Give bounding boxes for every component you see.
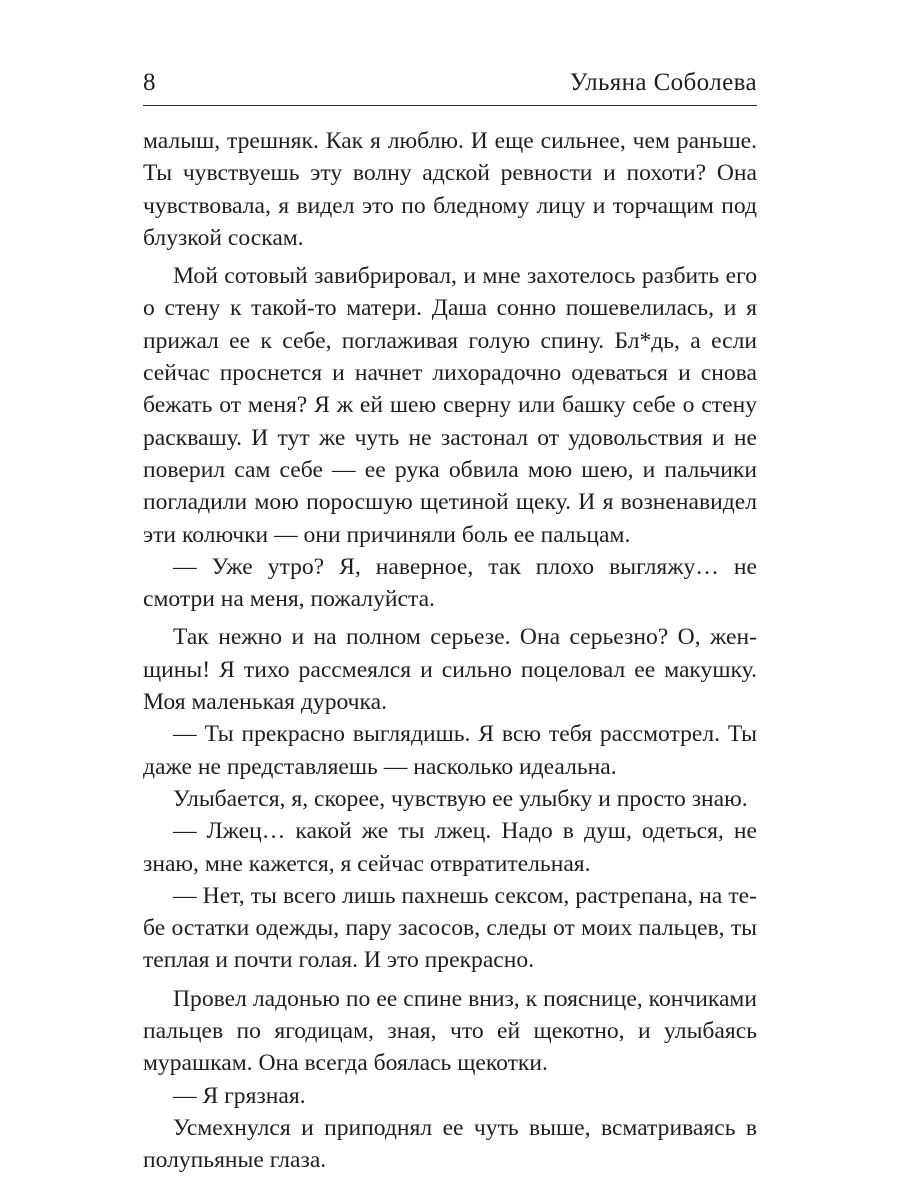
- paragraph: Провел ладонью по ее спине вниз, к пояснице, кончиками пальцев по ягодицам, зная, что ей щекотно, и улыбаясь мурашкам. Она всегда боялась щекотки.: [143, 985, 757, 1077]
- dialogue-line: — Уже утро? Я, наверное, так плохо выгляжу… не смотри на меня, пожалуйста.: [143, 553, 757, 613]
- dialogue-line: — Я грязная.: [173, 1082, 306, 1109]
- dialogue-line: — Лжец… какой же ты лжец. Надо в душ, одеться, не знаю, мне кажется, я сейчас отвратительная.: [143, 818, 757, 877]
- paragraph: Усмехнулся и приподнял ее чуть выше, всматриваясь в полупьяные глаза.: [143, 1114, 757, 1174]
- body-text: [143, 125, 757, 1177]
- paragraph: Мой сотовый завибрировал, и мне захотелось разбить его о стену к такой-то матери. Даша сонно пошевелилась, и я прижал ее к себе, поглаживая голую спину. Бл*дь, а если сейчас проснется и начнет лихорадочно одеваться и снова бежать от меня? Я ж ей шею сверну или башку себе о стену расквашу. И тут же чуть не застонал от удовольствия и не поверил сам себе — ее рука обвила мою шею, и пальчики погладили мою поросшую щетиной щеку. И я возненавидел эти колючки — они причиняли боль ее пальцам.: [143, 263, 757, 548]
- page-number: 8: [143, 69, 156, 96]
- page-header: [143, 64, 757, 104]
- paragraph: малыш, трешняк. Как я люблю. И еще сильнее, чем раньше. Ты чувствуешь эту волну адской ревности и похоти? Она чувствовала, я видел это по бледному лицу и торчащим под блузкой соскам.: [143, 128, 757, 251]
- dialogue-line: — Ты прекрасно выглядишь. Я всю тебя рассмотрел. Ты даже не представляешь — насколько идеальна.: [143, 721, 757, 780]
- paragraph: Улыбается, я, скорее, чувствую ее улыбку и просто знаю.: [173, 785, 748, 812]
- running-head-author: Ульяна Соболева: [569, 69, 757, 96]
- paragraph: Так нежно и на полном серьезе. Она серьезно? О, женщины! Я тихо рассмеялся и сильно поцеловал ее макушку. Моя маленькая дурочка.: [143, 624, 757, 716]
- dialogue-line: — Нет, ты всего лишь пахнешь сексом, растрепана, на тебе остатки одежды, пару засосов, следы от моих пальцев, ты теплая и почти голая. И это прекрасно.: [143, 882, 757, 974]
- header-rule: [143, 105, 757, 106]
